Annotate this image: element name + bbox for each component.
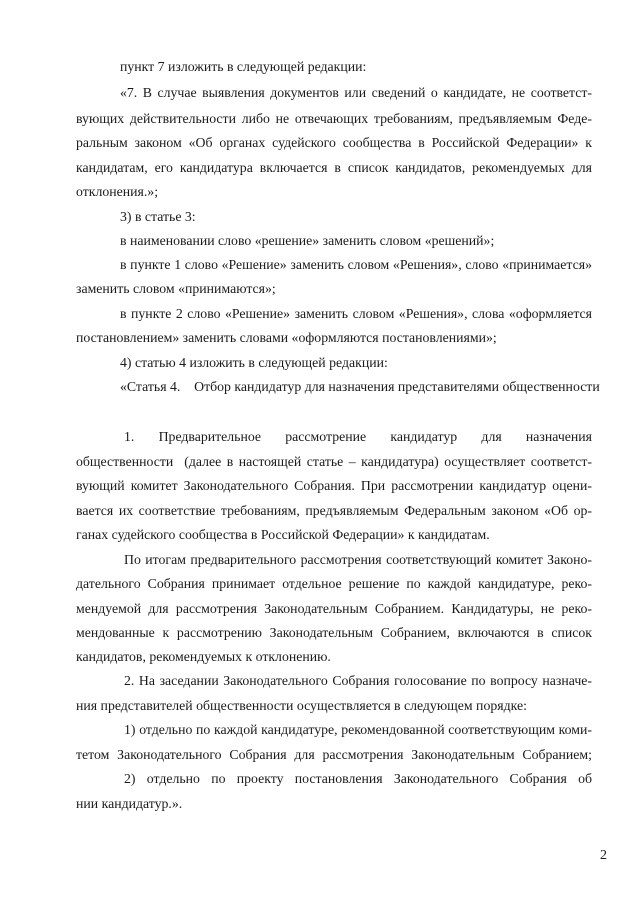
text-line: вается их соответствие требованиям, предъявляемым Федеральным законом «Об ор- xyxy=(76,503,592,518)
text-line: постановлением» заменить словами «оформляются постановлениями»; xyxy=(76,330,497,345)
text-line: мендованные к рассмотрению Законодательным Собранием, включаются в список xyxy=(76,625,592,640)
text-line: кандидатам, его кандидатура включается в список кандидатов, рекомендуемых для xyxy=(76,160,592,175)
page-number: 2 xyxy=(600,848,607,863)
text-line: тетом Законодательного Собрания для рассмотрения Законодательным Собранием; xyxy=(76,747,592,762)
text-line: нии кандидатур.». xyxy=(76,796,183,811)
text-line: мендуемой для рассмотрения Законодательным Собранием. Кандидатуры, не реко- xyxy=(76,601,592,616)
text-line: общественности (далее в настоящей статье – кандидатура) осуществляет соответст- xyxy=(76,454,592,469)
text-line: в пункте 1 слово «Решение» заменить словом «Решения», слово «принимается» xyxy=(120,257,592,272)
text-line: в пункте 2 слово «Решение» заменить словом «Решения», слова «оформляется xyxy=(120,306,592,321)
text-line: вующий комитет Законодательного Собрания. При рассмотрении кандидатур оцени- xyxy=(76,478,592,493)
text-line: 4) статью 4 изложить в следующей редакции: xyxy=(120,355,388,370)
text-line: 3) в статье 3: xyxy=(120,209,196,224)
text-line: ганах судейского сообщества в Российской Федерации» к кандидатам. xyxy=(76,527,490,542)
text-line: 1. Предварительное рассмотрение кандидатур для назначения xyxy=(124,429,592,444)
text-line: вующих действительности либо не отвечающих требованиям, предъявляемым Феде- xyxy=(76,111,592,126)
text-line: в наименовании слово «решение» заменить словом «решений»; xyxy=(120,233,495,248)
text-line: ния представителей общественности осуществляется в следующем порядке: xyxy=(76,698,527,713)
text-line: заменить словом «принимаются»; xyxy=(76,281,276,296)
text-line: «7. В случае выявления документов или сведений о кандидате, не соответст- xyxy=(120,85,592,100)
text-line: 2. На заседании Законодательного Собрания голосование по вопросу назначе- xyxy=(124,673,592,688)
text-line: По итогам предварительного рассмотрения соответствующий комитет Законо- xyxy=(124,552,592,567)
text-line: дательного Собрания принимает отдельное решение по каждой кандидатуре, реко- xyxy=(76,576,592,591)
article-heading: «Статья 4. Отбор кандидатур для назначения представителями общественности xyxy=(120,379,600,394)
text-line: 2) отдельно по проекту постановления Законодательного Собрания об xyxy=(124,771,592,786)
text-line: пункт 7 изложить в следующей редакции: xyxy=(120,59,367,74)
text-line: кандидатов, рекомендуемых к отклонению. xyxy=(76,649,331,664)
text-line: отклонения.»; xyxy=(76,184,159,199)
text-line: 1) отдельно по каждой кандидатуре, рекомендованной соответствующим коми- xyxy=(124,722,592,737)
text-line: ральным законом «Об органах судейского сообщества в Российской Федерации» к xyxy=(76,135,592,150)
